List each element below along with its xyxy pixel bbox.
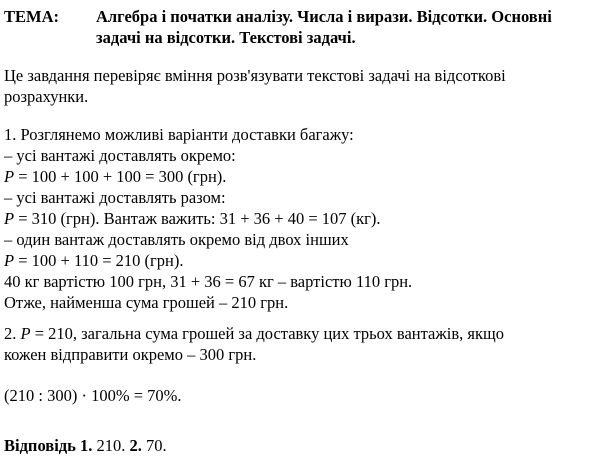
solution2-variable: P xyxy=(20,324,31,343)
solution2-line-1 xyxy=(4,323,594,344)
intro-line-1: Це завдання перевіряє вміння розв'язувати текстові задачі на відсоткові xyxy=(4,66,506,85)
case1-title: – усі вантажі доставлять окремо: xyxy=(4,146,236,165)
solution2-prefix: 2. xyxy=(4,324,21,343)
topic-label: ТЕМА: xyxy=(4,7,59,26)
topic-line-1: Алгебра і початки аналізу. Числа і вирази. Відсотки. Основні xyxy=(96,7,552,26)
answer-label: Відповідь xyxy=(4,436,76,455)
case3-note: 40 кг вартістю 100 грн, 31 + 36 = 67 кг – вартістю 110 грн. xyxy=(4,272,413,291)
case3-variable: P xyxy=(4,251,15,270)
case2-variable: P xyxy=(4,209,15,228)
solution2-text: = 210, загальна сума грошей за доставку цих трьох вантажів, якщо xyxy=(30,324,504,343)
topic-heading xyxy=(4,6,594,48)
case2-formula xyxy=(4,208,594,229)
solution-part-2 xyxy=(4,323,594,365)
calculation-formula: (210 : 300) · 100% = 70%. xyxy=(4,386,182,405)
case1-expression: = 100 + 100 + 100 = 300 (грн). xyxy=(14,167,227,186)
answer-value-1: 210. xyxy=(92,436,130,455)
case1-formula xyxy=(4,166,594,187)
intro-line-2: розрахунки. xyxy=(4,87,89,106)
case1-variable: P xyxy=(4,167,15,186)
answer xyxy=(4,435,594,456)
answer-value-2: 70. xyxy=(141,436,167,455)
case3-title: – один вантаж доставлять окремо від двох інших xyxy=(4,230,349,249)
solution1-conclusion: Отже, найменша сума грошей – 210 грн. xyxy=(4,293,289,312)
document-page xyxy=(4,0,594,456)
case3-expression: = 100 + 110 = 210 (грн). xyxy=(14,251,184,270)
solution-part-1 xyxy=(4,124,594,313)
solution2-line-2: кожен відправити окремо – 300 грн. xyxy=(4,345,257,364)
topic-text xyxy=(96,6,594,48)
topic-line-2: задачі на відсотки. Текстові задачі. xyxy=(96,28,356,47)
answer-number-1: 1. xyxy=(79,436,93,455)
calculation xyxy=(4,385,594,406)
case2-expression: = 310 (грн). Вантаж важить: 31 + 36 + 40 = 107 (кг). xyxy=(14,209,381,228)
case2-title: – усі вантажі доставлять разом: xyxy=(4,188,226,207)
solution1-heading: 1. Розглянемо можливі варіанти доставки багажу: xyxy=(4,125,354,144)
case3-formula xyxy=(4,250,594,271)
intro-paragraph xyxy=(4,65,594,107)
answer-number-2: 2. xyxy=(129,436,142,455)
